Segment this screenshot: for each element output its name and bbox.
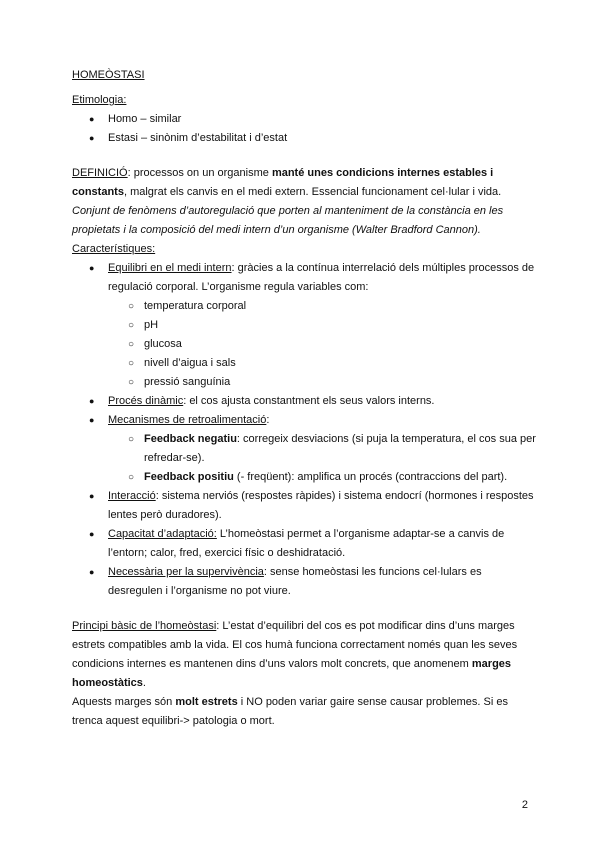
list-item: ● Homo – similar bbox=[72, 110, 538, 129]
list-item: ● Procés dinàmic: el cos ajusta constantment els seus valors interns. bbox=[72, 392, 538, 411]
bullet-icon: ● bbox=[89, 529, 95, 539]
bullet-icon: ● bbox=[89, 567, 95, 577]
characteristics-list bbox=[72, 259, 538, 601]
principle-paragraph-2: Aquests marges són molt estrets i NO poden variar gaire sense causar problemes. Si es trenca aquest equilibri-> patologia o mort. bbox=[72, 696, 508, 727]
bullet-icon: ● bbox=[89, 415, 95, 425]
circle-bullet-icon: ○ bbox=[128, 472, 135, 483]
list-item: ○ Feedback positiu (- freqüent): amplifica un procés (contraccions del part). bbox=[72, 468, 538, 487]
list-item: ● Estasi – sinònim d’estabilitat i d’estat bbox=[72, 129, 538, 148]
definition-quote: Conjunt de fenòmens d’autoregulació que porten al manteniment de la constància en les propietats i la composició del medi intern d’un organisme (Walter Bradford Cannon). bbox=[72, 205, 504, 236]
etymology-heading: Etimologia: bbox=[72, 94, 127, 106]
list-item: ● Capacitat d’adaptació: L’homeòstasi permet a l’organisme adaptar-se a canvis de l’entorn; calor, fred, exercici físic o deshidratació. bbox=[72, 525, 538, 563]
bullet-icon: ● bbox=[89, 491, 95, 501]
list-item: ● Mecanismes de retroalimentació: bbox=[72, 411, 538, 430]
circle-bullet-icon: ○ bbox=[128, 377, 135, 388]
list-item: ● Interacció: sistema nerviós (respostes ràpides) i sistema endocrí (hormones i respostes lentes però duradores). bbox=[72, 487, 538, 525]
bullet-icon: ● bbox=[89, 263, 95, 273]
list-item: ● Equilibri en el medi intern: gràcies a la contínua interrelació dels múltiples processos de regulació corporal. L’organisme regula variables com: bbox=[72, 259, 538, 297]
characteristics-heading: Característiques: bbox=[72, 243, 156, 255]
principle-paragraph: Principi bàsic de l’homeòstasi: L’estat d’equilibri del cos es pot modificar dins d’uns marges estrets compatibles amb la vida. El cos humà funciona correctament només quan les seves condicions internes es mantenen dins d’uns valors molt concrets, que anomenem marges homeostàtics. bbox=[72, 620, 518, 689]
bullet-icon: ● bbox=[89, 114, 95, 124]
document-page bbox=[72, 66, 538, 731]
circle-bullet-icon: ○ bbox=[128, 358, 135, 369]
bullet-icon: ● bbox=[89, 133, 95, 143]
principle-label: Principi bàsic de l’homeòstasi bbox=[72, 620, 217, 632]
list-item: ○ pH bbox=[72, 316, 538, 335]
etymology-list bbox=[72, 110, 538, 148]
circle-bullet-icon: ○ bbox=[128, 301, 135, 312]
document-title bbox=[72, 66, 538, 85]
title-text: HOMEÒSTASI bbox=[72, 69, 145, 81]
list-item: ● Necessària per la supervivència: sense homeòstasi les funcions cel·lulars es desregulen i l’organisme no pot viure. bbox=[72, 563, 538, 601]
list-item: ○ temperatura corporal bbox=[72, 297, 538, 316]
bullet-icon: ● bbox=[89, 396, 95, 406]
circle-bullet-icon: ○ bbox=[128, 434, 135, 445]
list-item: ○ Feedback negatiu: corregeix desviacions (si puja la temperatura, el cos sua per refredar-se). bbox=[72, 430, 538, 468]
definition-paragraph: DEFINICIÓ: processos on un organisme manté unes condicions internes estables i constants, malgrat els canvis en el medi extern. Essencial funcionament cel·lular i vida. bbox=[72, 167, 502, 198]
list-item: ○ pressió sanguínia bbox=[72, 373, 538, 392]
circle-bullet-icon: ○ bbox=[128, 339, 135, 350]
definition-label: DEFINICIÓ bbox=[72, 167, 128, 179]
page-number: 2 bbox=[521, 799, 528, 811]
list-item: ○ nivell d’aigua i sals bbox=[72, 354, 538, 373]
circle-bullet-icon: ○ bbox=[128, 320, 135, 331]
list-item: ○ glucosa bbox=[72, 335, 538, 354]
